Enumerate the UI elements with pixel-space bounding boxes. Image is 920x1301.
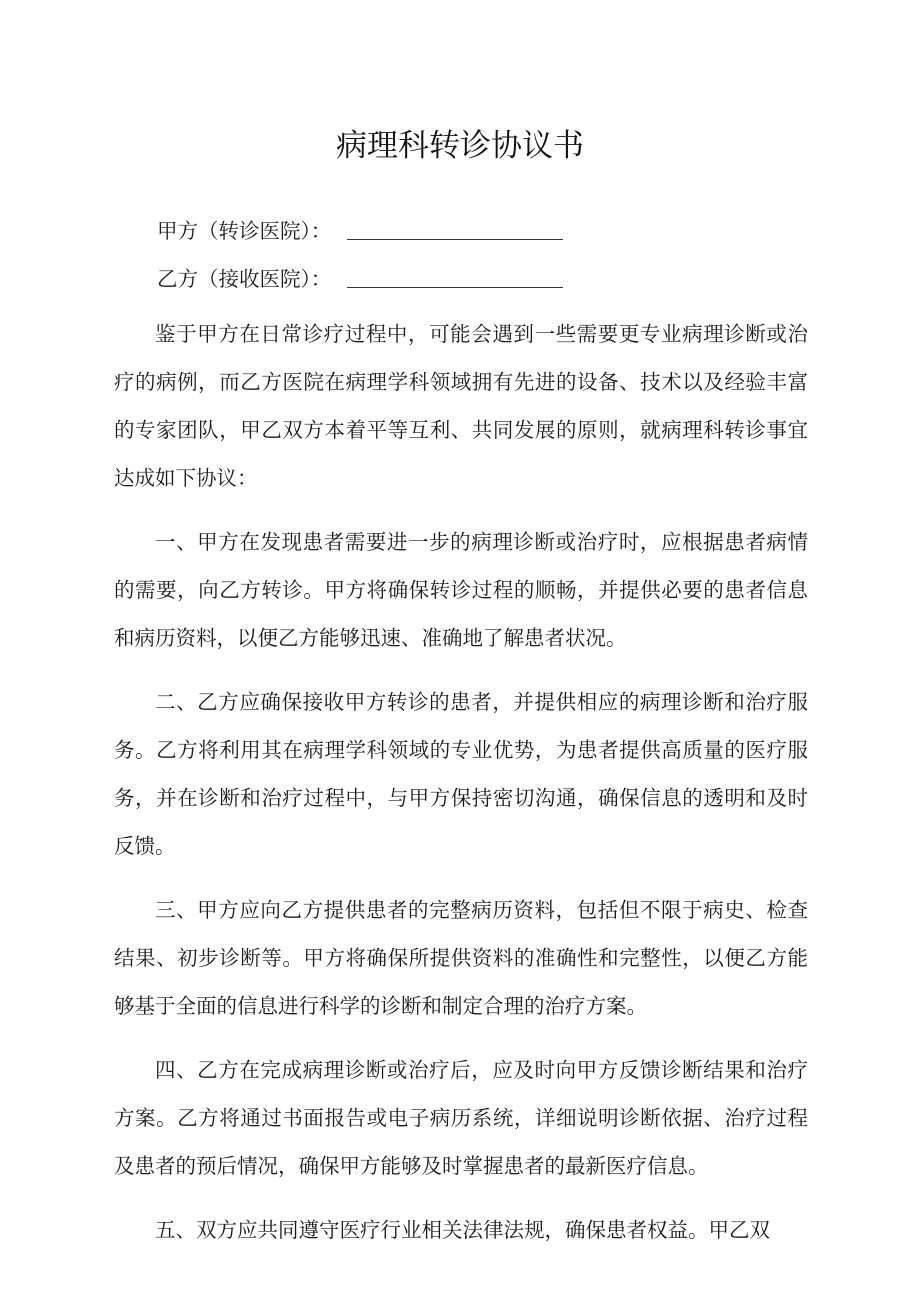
paragraph-clause-4: 四、乙方在完成病理诊断或治疗后，应及时向甲方反馈诊断结果和治疗方案。乙方将通过书面报告或电子病历系统，详细说明诊断依据、治疗过程及患者的预后情况，确保甲方能够及时掌握患者的最新医疗信息。 — [114, 1058, 808, 1178]
party-a-label: 甲方（转诊医院）： — [157, 219, 332, 243]
document-title: 病理科转诊协议书 — [336, 128, 584, 164]
party-a-line — [157, 216, 563, 246]
document-body — [114, 310, 808, 1270]
paragraph-preamble: 鉴于甲方在日常诊疗过程中，可能会遇到一些需要更专业病理诊断或治疗的病例，而乙方医院在病理学科领域拥有先进的设备、技术以及经验丰富的专家团队，甲乙双方本着平等互利、共同发展的原则，就病理科转诊事宜达成如下协议： — [114, 322, 808, 490]
party-b-label: 乙方（接收医院）： — [157, 267, 332, 291]
paragraph-clause-3: 三、甲方应向乙方提供患者的完整病历资料，包括但不限于病史、检查结果、初步诊断等。甲方将确保所提供资料的准确性和完整性，以便乙方能够基于全面的信息进行科学的诊断和制定合理的治疗方案。 — [114, 898, 808, 1018]
party-a-blank-field[interactable] — [347, 217, 563, 240]
party-b-blank-field[interactable] — [347, 265, 563, 288]
party-b-line — [157, 264, 563, 294]
paragraph-clause-5: 五、双方应共同遵守医疗行业相关法律法规，确保患者权益。甲乙双 — [155, 1218, 770, 1242]
paragraph-clause-1: 一、甲方在发现患者需要进一步的病理诊断或治疗时，应根据患者病情的需要，向乙方转诊。甲方将确保转诊过程的顺畅，并提供必要的患者信息和病历资料，以便乙方能够迅速、准确地了解患者状况。 — [114, 530, 808, 650]
paragraph-clause-2: 二、乙方应确保接收甲方转诊的患者，并提供相应的病理诊断和治疗服务。乙方将利用其在病理学科领域的专业优势，为患者提供高质量的医疗服务，并在诊断和治疗过程中，与甲方保持密切沟通，确保信息的透明和及时反馈。 — [114, 690, 808, 858]
